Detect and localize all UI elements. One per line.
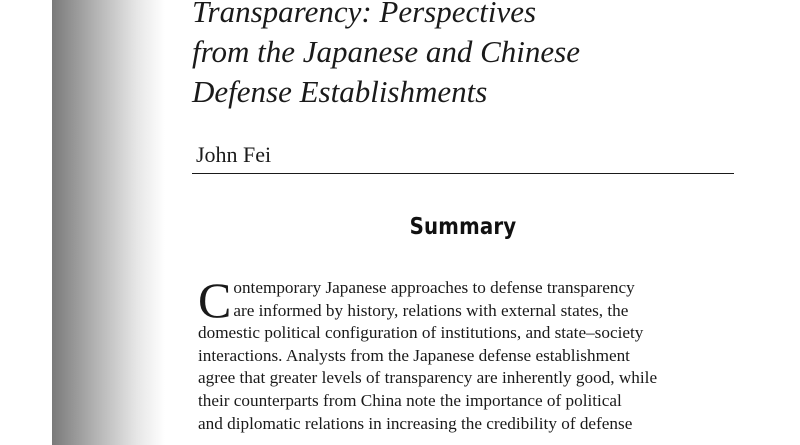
summary-line-5: agree that greater levels of transparency are inherently good, while <box>198 368 658 388</box>
summary-line-3: domestic political configuration of institutions, and state–society <box>198 323 644 343</box>
summary-line-2: are informed by history, relations with external states, the <box>233 300 629 320</box>
summary-paragraph <box>198 272 758 435</box>
summary-line-7: and diplomatic relations in increasing the credibility of defense <box>198 413 633 433</box>
title-line-2: from the Japanese and Chinese <box>192 34 580 69</box>
gradient-sidebar <box>52 0 165 445</box>
title-line-1: Transparency: Perspectives <box>192 0 537 29</box>
paper-title <box>192 0 752 112</box>
drop-cap-letter: C <box>198 272 232 328</box>
author-name: John Fei <box>196 142 272 167</box>
summary-heading: Summary <box>409 214 517 240</box>
summary-line-6: their counterparts from China note the importance of political <box>198 390 622 410</box>
summary-line-4: interactions. Analysts from the Japanese defense establishment <box>198 345 630 365</box>
summary-line-1: ontemporary Japanese approaches to defense transparency <box>233 278 635 297</box>
title-divider <box>192 173 734 174</box>
title-line-3: Defense Establishments <box>192 74 488 109</box>
